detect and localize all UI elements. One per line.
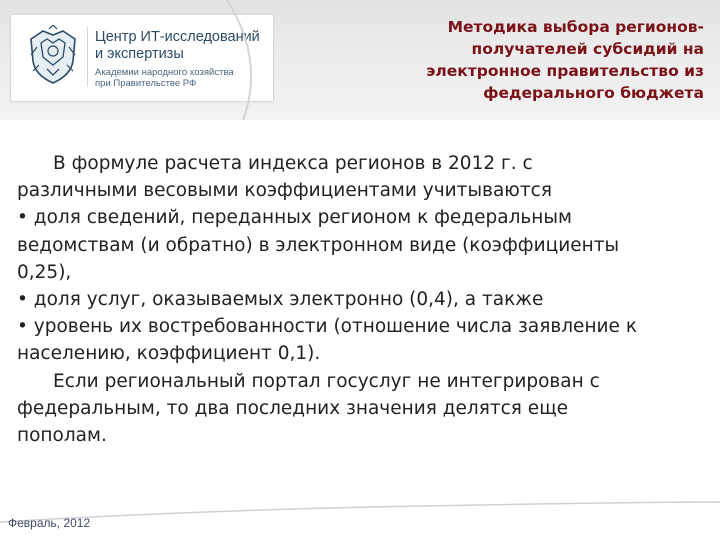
header-swoosh-decoration: [225, 0, 305, 120]
footer-divider-line: [0, 500, 720, 540]
org-subtitle-line1: Академии народного хозяйства: [95, 67, 234, 78]
body-line: различными весовыми коэффициентами учитываются: [17, 180, 552, 202]
slide-body: [17, 150, 717, 449]
slide-title-line: Методика выбора регионов-: [447, 18, 704, 36]
body-line: • доля сведений, переданных регионом к федеральным: [17, 207, 572, 229]
body-line: • уровень их востребованности (отношение числа заявление к: [17, 316, 637, 338]
slide-title-line: электронное правительство из: [426, 62, 704, 80]
body-line: • доля услуг, оказываемых электронно (0,4), а также: [17, 289, 544, 311]
org-name-line1: Центр ИТ-исследований: [95, 29, 260, 45]
body-line: 0,25),: [17, 261, 72, 283]
body-line: Если региональный портал госуслуг не интегрирован с: [53, 370, 600, 392]
org-name-line2: и экспертизы: [95, 46, 184, 62]
slide-title: [304, 16, 704, 104]
footer-date: Февраль, 2012: [8, 516, 91, 530]
body-line: ведомствам (и обратно) в электронном виде (коэффициенты: [17, 234, 620, 256]
body-line: федеральным, то два последних значения делятся еще: [17, 397, 568, 419]
slide-title-line: федерального бюджета: [483, 84, 704, 102]
logo-divider: [87, 27, 88, 87]
slide-header: [0, 0, 720, 120]
body-line: пополам.: [17, 425, 107, 447]
body-line: населению, коэффициент 0,1).: [17, 343, 321, 365]
body-line: В формуле расчета индекса регионов в 2012 г. с: [53, 153, 533, 174]
org-subtitle-line2: при Правительстве РФ: [95, 78, 197, 89]
slide-title-line: получателей субсидий на: [471, 40, 704, 58]
state-emblem-icon: [25, 25, 81, 87]
